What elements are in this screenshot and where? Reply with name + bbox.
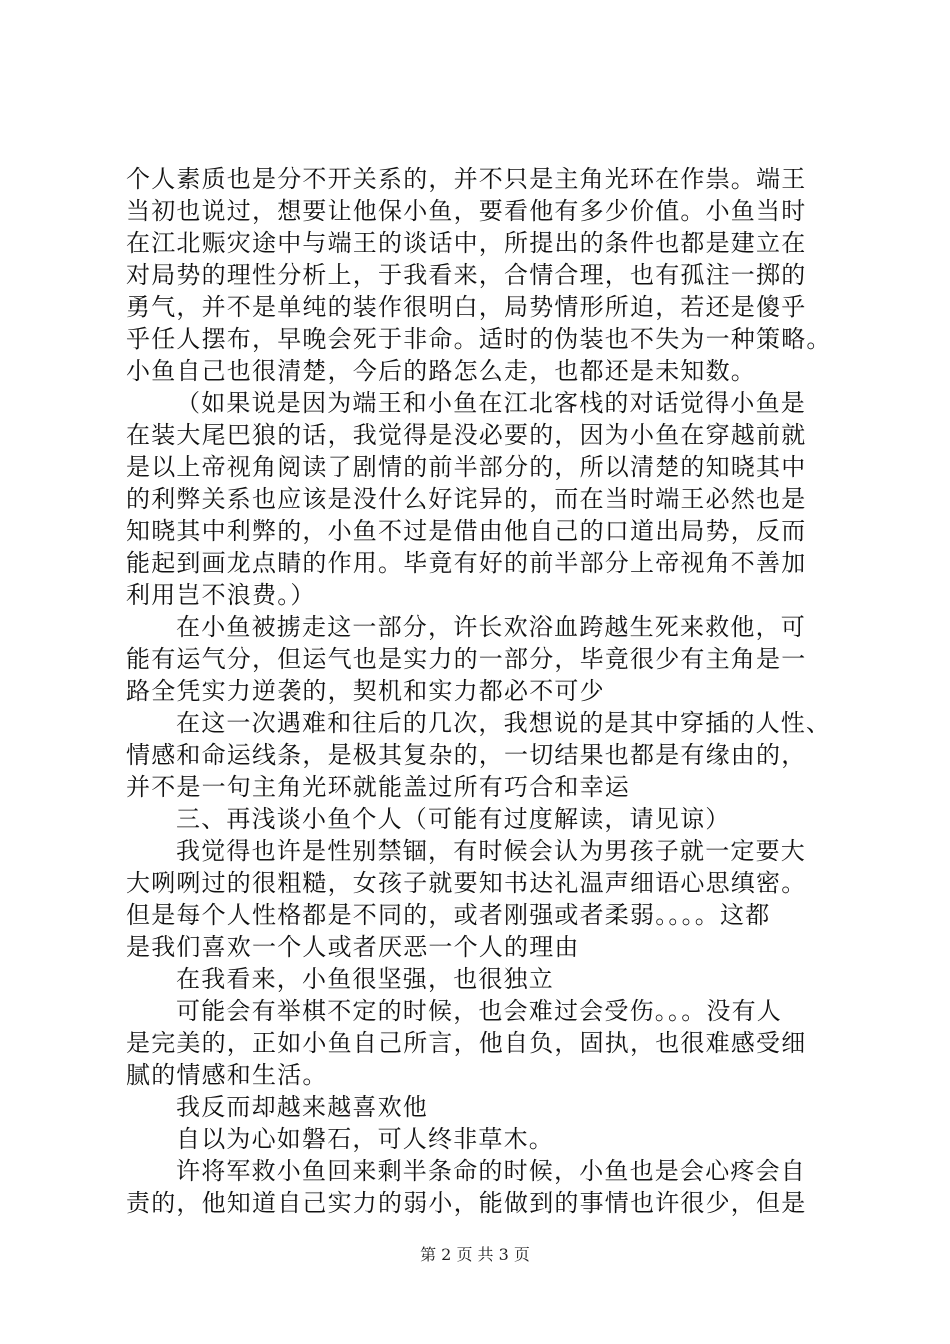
text-line: 可能会有举棋不定的时候，也会难过会受伤。。。没有人 [176,997,782,1025]
text-line: 利用岂不浪费。） [126,581,316,609]
text-line: 大咧咧过的很粗糙，女孩子就要知书达礼温声细语心思缜密。 [126,869,807,897]
text-line: 勇气，并不是单纯的装作很明白，局势情形所迫，若还是傻乎 [126,293,807,321]
text-line: 是以上帝视角阅读了剧情的前半部分的，所以清楚的知晓其中 [126,453,807,481]
text-line: 我觉得也许是性别禁锢，有时候会认为男孩子就一定要大 [176,837,806,865]
text-line: 当初也说过，想要让他保小鱼，要看他有多少价值。小鱼当时 [126,197,807,225]
text-line: 乎任人摆布，早晚会死于非命。适时的伪装也不失为一种策略。 [126,325,832,353]
text-line: 是完美的，正如小鱼自己所言，他自负，固执，也很难感受细 [126,1029,807,1057]
text-line: 能起到画龙点睛的作用。毕竟有好的前半部分上帝视角不善加 [126,549,807,577]
text-line: 小鱼自己也很清楚，今后的路怎么走，也都还是未知数。 [126,357,756,385]
text-line: 的利弊关系也应该是没什么好诧异的，而在当时端王必然也是 [126,485,807,513]
text-line: 在我看来，小鱼很坚强，也很独立 [176,965,554,993]
text-line: 路全凭实力逆袭的，契机和实力都必不可少 [126,677,605,705]
text-line: （如果说是因为端王和小鱼在江北客栈的对话觉得小鱼是 [176,389,806,417]
text-line: 但是每个人性格都是不同的，或者刚强或者柔弱。。。。这都 [126,901,771,929]
text-line: 在江北赈灾途中与端王的谈话中，所提出的条件也都是建立在 [126,229,807,257]
text-line: 并不是一句主角光环就能盖过所有巧合和幸运 [126,773,630,801]
text-line: 自以为心如磐石，可人终非草木。 [176,1125,554,1153]
text-line: 情感和命运线条，是极其复杂的，一切结果也都是有缘由的， [126,741,807,769]
text-line: 在装大尾巴狼的话，我觉得是没必要的，因为小鱼在穿越前就 [126,421,807,449]
text-line: 个人素质也是分不开关系的，并不只是主角光环在作祟。端王 [126,165,807,193]
text-line: 在这一次遇难和往后的几次，我想说的是其中穿插的人性、 [176,709,832,737]
text-line: 对局势的理性分析上，于我看来，合情合理，也有孤注一掷的 [126,261,807,289]
text-line: 我反而却越来越喜欢他 [176,1093,428,1121]
text-line: 能有运气分，但运气也是实力的一部分，毕竟很少有主角是一 [126,645,807,673]
text-line: 是我们喜欢一个人或者厌恶一个人的理由 [126,933,580,961]
text-line: 三、再浅谈小鱼个人（可能有过度解读，请见谅） [176,805,731,833]
page-footer: 第 2 页 共 3 页 [420,1245,530,1264]
document-body [126,163,838,1219]
text-line: 许将军救小鱼回来剩半条命的时候，小鱼也是会心疼会自 [176,1157,806,1185]
text-line: 在小鱼被掳走这一部分，许长欢浴血跨越生死来救他，可 [176,613,806,641]
text-line: 腻的情感和生活。 [126,1061,328,1089]
text-line: 知晓其中利弊的，小鱼不过是借由他自己的口道出局势，反而 [126,517,807,545]
text-line: 责的，他知道自己实力的弱小，能做到的事情也许很少，但是 [126,1189,807,1217]
